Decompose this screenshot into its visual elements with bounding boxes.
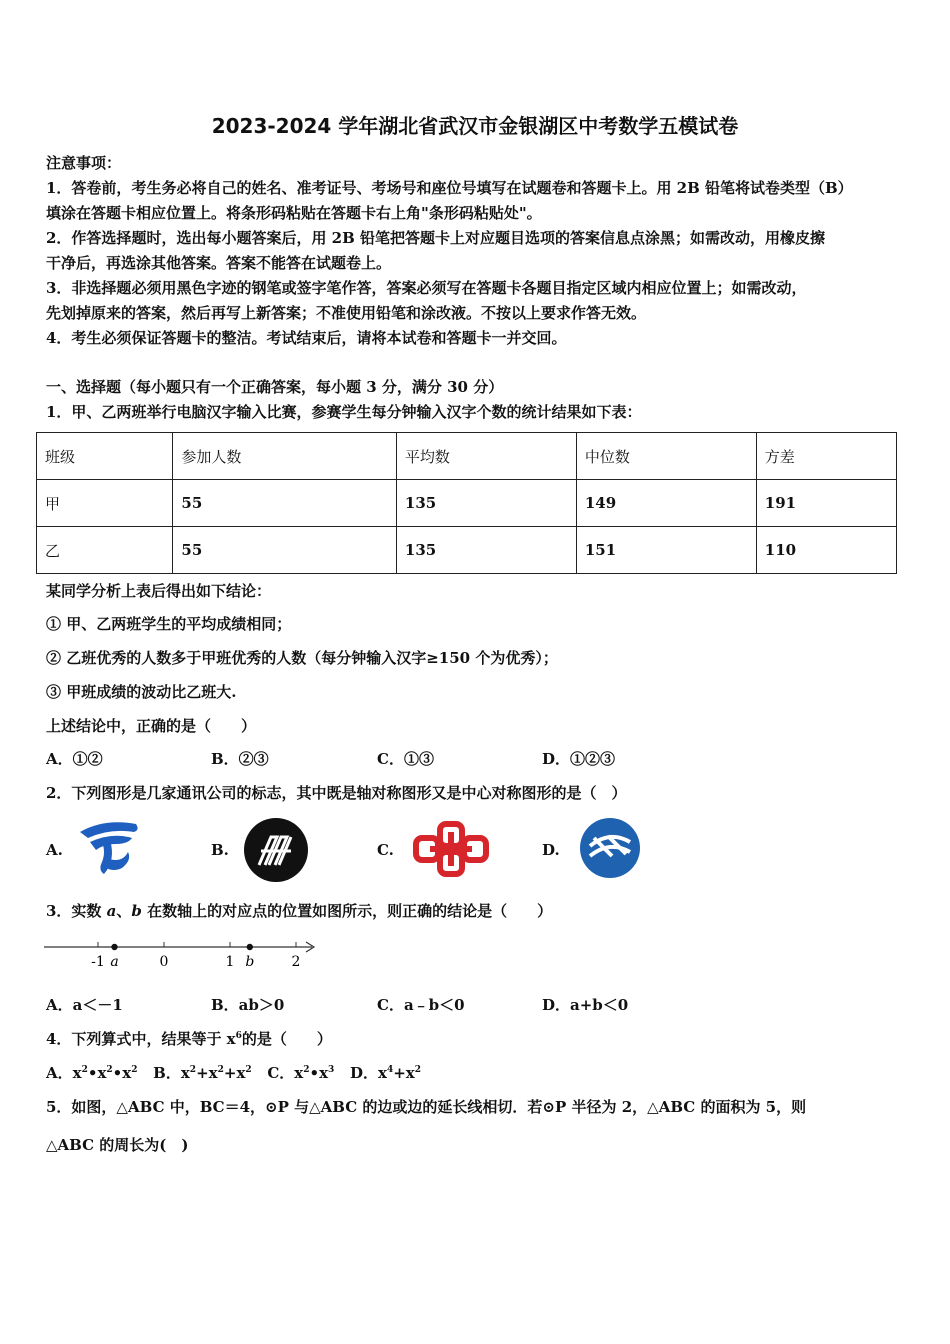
option-label: C． (267, 1064, 295, 1082)
point-b-label: b (245, 954, 255, 970)
var-x: x (378, 1064, 387, 1082)
option-d[interactable]: D．①②③ (542, 750, 616, 768)
option-c[interactable] (267, 1064, 334, 1082)
exponent: 2 (303, 1065, 310, 1075)
notice-line: 先划掉原来的答案，然后再写上新答案；不准使用铅笔和涂改液。不按以上要求作答无效。 (46, 304, 647, 322)
conclusion-3: ③ 甲班成绩的波动比乙班大. (46, 683, 237, 701)
separator: 、 (116, 902, 132, 920)
question-4-stem-end: 的是（ ） (241, 1030, 332, 1048)
operator: • (309, 1064, 320, 1082)
question-4-stem (46, 1028, 332, 1049)
table-header-row (37, 433, 897, 480)
netcom-logo-icon[interactable] (243, 817, 309, 883)
axis-tick-label: 2 (291, 954, 301, 970)
var-x: x (405, 1064, 415, 1082)
table-row (37, 480, 897, 527)
exponent: 3 (328, 1065, 335, 1075)
point-a (111, 944, 117, 950)
notice-heading: 注意事项： (46, 154, 122, 172)
option-d[interactable] (350, 1064, 421, 1082)
question-2-stem: 2．下列图形是几家通讯公司的标志，其中既是轴对称图形又是中心对称图形的是（ ） (46, 784, 627, 802)
table-cell: 110 (756, 527, 896, 574)
analysis-text: 某同学分析上表后得出如下结论： (46, 582, 272, 600)
option-b[interactable]: B. (211, 841, 229, 859)
exponent: 2 (189, 1065, 197, 1075)
notice-line: 3．非选择题必须用黑色字迹的钢笔或签字笔作答，答案必须写在答题卡各题目指定区域内相应位置上；如需改动， (46, 279, 807, 297)
exponent: 2 (131, 1065, 138, 1075)
option-label: D． (349, 1064, 378, 1082)
option-b[interactable] (153, 1064, 252, 1082)
operator: + (196, 1064, 209, 1082)
var-b: b (131, 902, 142, 920)
question-4-options (46, 1062, 421, 1083)
question-3-stem (46, 900, 552, 921)
var-a: a (106, 902, 117, 920)
notice-line: 干净后，再选涂其他答案。答案不能答在试题卷上。 (46, 254, 392, 272)
question-1-stem: 1．甲、乙两班举行电脑汉字输入比赛，参赛学生每分钟输入汉字个数的统计结果如下表： (46, 403, 642, 421)
table-cell: 135 (396, 527, 576, 574)
question-4-stem-start: 4．下列算式中，结果等于 x (46, 1030, 236, 1048)
axis-tick-label: -1 (91, 954, 105, 970)
option-c[interactable]: C. (377, 841, 394, 859)
var-x: x (236, 1064, 246, 1082)
option-a[interactable]: A. (46, 841, 63, 859)
exponent: 2 (414, 1065, 422, 1075)
exponent: 6 (235, 1031, 242, 1041)
axis-tick-label: 1 (225, 954, 235, 970)
table-cell: 甲 (37, 480, 173, 527)
page-title: 2023-2024 学年湖北省武汉市金银湖区中考数学五模试卷 (211, 114, 739, 138)
option-label: A． (46, 1064, 73, 1082)
point-b (247, 944, 253, 950)
question-3-stem-end: 在数轴上的对应点的位置如图所示，则正确的结论是（ ） (141, 902, 553, 920)
var-x: x (97, 1064, 107, 1082)
table-cell: 55 (173, 480, 396, 527)
question-5-line-2: △ABC 的周长为( ) (46, 1136, 189, 1154)
option-d[interactable]: D. (542, 841, 560, 859)
table-cell: 135 (396, 480, 576, 527)
var-x: x (319, 1064, 329, 1082)
table-cell: 191 (756, 480, 896, 527)
table-header-cell: 方差 (756, 433, 896, 480)
option-a[interactable] (46, 1064, 137, 1082)
notice-line: 2．作答选择题时，选出每小题答案后，用 2B 铅笔把答题卡上对应题目选项的答案信息点涂黑；如需改动，用橡皮擦 (46, 229, 826, 247)
mobile-logo-icon[interactable] (578, 816, 642, 880)
var-x: x (208, 1064, 218, 1082)
table-cell: 149 (576, 480, 756, 527)
conclusion-2: ② 乙班优秀的人数多于甲班优秀的人数（每分钟输入汉字≥150 个为优秀）； (46, 649, 558, 667)
var-x: x (294, 1064, 304, 1082)
notice-line: 1．答卷前，考生务必将自己的姓名、准考证号、考场号和座位号填写在试题卷和答题卡上。用 2B 铅笔将试卷类型（B） (46, 179, 853, 197)
option-a[interactable]: A．①② (46, 750, 103, 768)
table-header-cell: 平均数 (396, 433, 576, 480)
notice-line: 填涂在答题卡相应位置上。将条形码粘贴在答题卡右上角"条形码粘贴处"。 (46, 204, 542, 222)
option-d[interactable]: D．a+b＜0 (542, 996, 629, 1014)
number-line (42, 934, 322, 974)
table-cell: 乙 (37, 527, 173, 574)
section-heading: 一、选择题（每小题只有一个正确答案，每小题 3 分，满分 30 分） (46, 378, 504, 396)
exponent: 2 (106, 1065, 113, 1075)
table-header-cell: 参加人数 (173, 433, 396, 480)
table-header-cell: 中位数 (576, 433, 756, 480)
var-x: x (180, 1064, 190, 1082)
var-x: x (72, 1064, 82, 1082)
option-b[interactable]: B．②③ (211, 750, 269, 768)
option-c[interactable]: C．a﹣b＜0 (377, 996, 465, 1014)
unicom-logo-icon[interactable] (410, 820, 492, 878)
option-b[interactable]: B．ab＞0 (211, 996, 285, 1014)
exponent: 2 (81, 1065, 88, 1075)
operator: • (87, 1064, 98, 1082)
question-1-ask: 上述结论中，正确的是（ ） (46, 717, 257, 735)
axis-tick-label: 0 (159, 954, 169, 970)
table-row (37, 527, 897, 574)
table-cell: 151 (576, 527, 756, 574)
table-header-cell: 班级 (37, 433, 173, 480)
notice-line: 4．考生必须保证答题卡的整洁。考试结束后，请将本试卷和答题卡一并交回。 (46, 329, 567, 347)
question-5-line-1: 5．如图，△ABC 中，BC＝4，⊙P 与△ABC 的边或边的延长线相切．若⊙P 半径为 2，△ABC 的面积为 5，则 (46, 1098, 807, 1116)
exponent: 2 (245, 1065, 252, 1075)
option-label: B． (153, 1064, 181, 1082)
operator: • (112, 1064, 123, 1082)
operator: + (393, 1064, 406, 1082)
operator: + (223, 1064, 237, 1082)
exponent: 4 (386, 1065, 394, 1075)
question-3-stem-start: 3．实数 (46, 902, 107, 920)
conclusion-1: ① 甲、乙两班学生的平均成绩相同； (46, 615, 292, 633)
option-c[interactable]: C．①③ (377, 750, 434, 768)
telecom-logo-icon[interactable] (76, 818, 142, 876)
var-x: x (122, 1064, 132, 1082)
table-cell: 55 (173, 527, 396, 574)
option-a[interactable]: A．a＜－1 (46, 996, 123, 1014)
point-a-label: a (110, 954, 119, 970)
stats-table (36, 432, 897, 574)
exponent: 2 (217, 1065, 224, 1075)
